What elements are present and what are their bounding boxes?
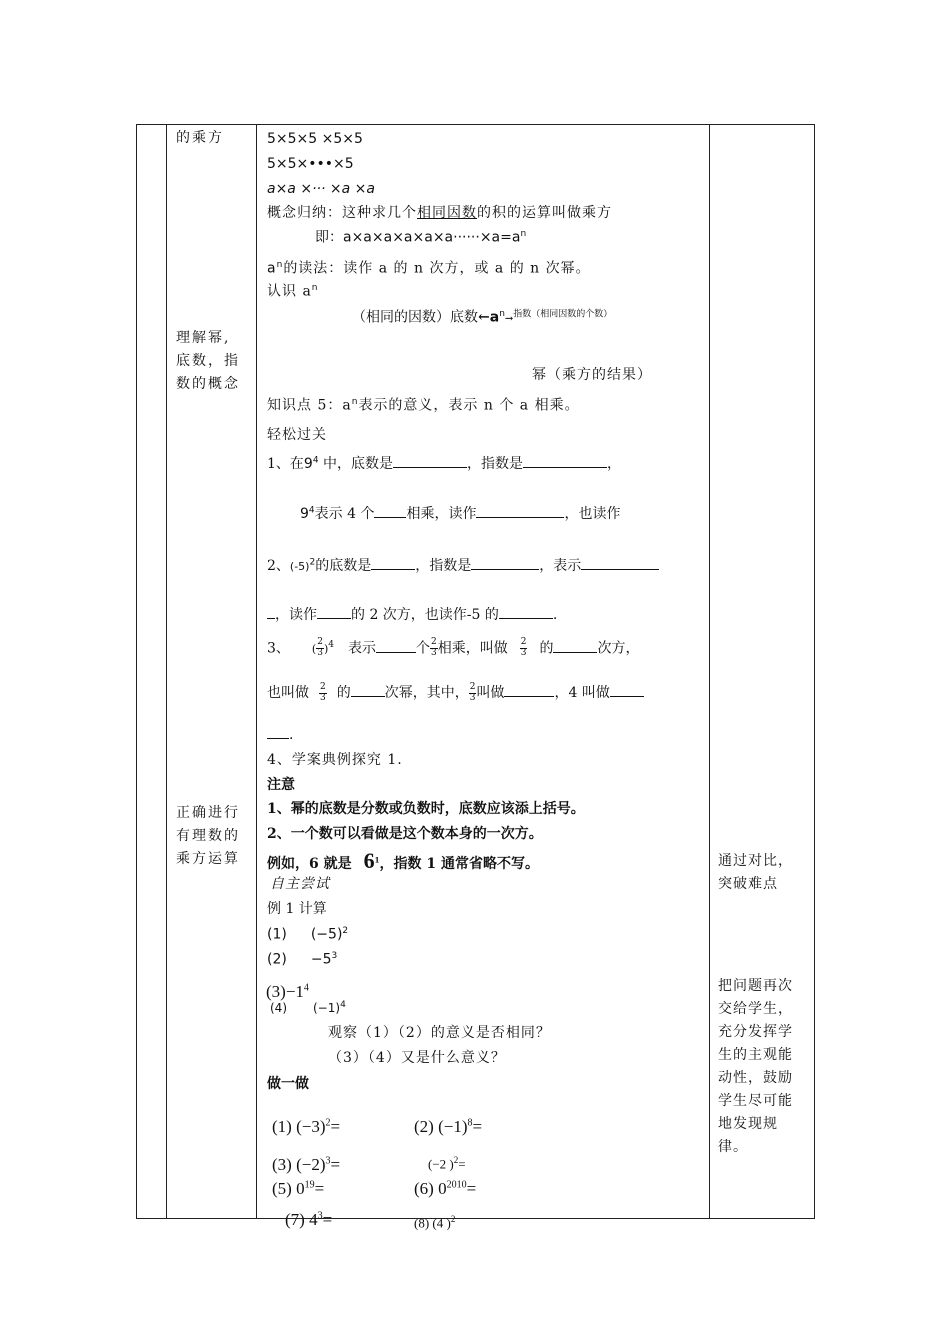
frac-num: 2	[520, 637, 527, 648]
q2-mid2: ，指数是	[415, 558, 472, 574]
concept-suffix: 的积的运算叫做乘方	[477, 205, 612, 221]
left-row3-line: 正确进行	[176, 805, 240, 821]
frac-den: 3	[317, 648, 323, 659]
fraction-two-thirds	[319, 683, 327, 704]
table-border-left	[136, 124, 137, 1219]
right-note-1	[718, 850, 793, 896]
frac-num: 2	[469, 681, 476, 692]
exercise-3	[272, 1156, 340, 1173]
table-border-top	[136, 124, 815, 125]
frac-num: 2	[317, 637, 323, 648]
n-sup: n	[499, 309, 505, 319]
right-note-line: 通过对比，	[718, 853, 793, 869]
ex-label: (4)	[270, 1001, 287, 1015]
fraction-two-thirds	[520, 638, 528, 659]
frac-num: 2	[430, 637, 437, 648]
q2-expr: (-5)	[289, 560, 310, 573]
frac-den: 3	[320, 692, 326, 703]
right-note-2	[718, 975, 793, 1159]
recognize-text: 认识 a	[267, 283, 312, 300]
right-note-line: 学生尽可能	[718, 1093, 793, 1109]
q2-exp: 2	[309, 557, 316, 568]
q3-l2-a: 也叫做	[267, 685, 309, 701]
left-row2-line: 底数，指	[176, 353, 240, 369]
att3-a: 例如，6 就是	[267, 856, 352, 872]
equals: =	[466, 1179, 477, 1198]
exp-one: 1	[374, 855, 380, 865]
equals: =	[330, 1117, 341, 1136]
reading-text: 的读法：读作 a 的 n 次方，或 a 的 n 次幂。	[283, 260, 591, 277]
table-border-bottom	[136, 1218, 815, 1219]
q1-b-end: ，也读作	[564, 506, 621, 522]
right-note-line: 充分发挥学	[718, 1024, 793, 1040]
question-1-line-1	[267, 455, 621, 471]
answer-blank[interactable]	[351, 684, 385, 697]
exercise-expr: (6) 0	[414, 1179, 447, 1198]
right-note-line: 交给学生，	[718, 1001, 793, 1017]
base-label: （相同的因数）底数	[352, 309, 478, 326]
example-item-2	[267, 952, 337, 967]
question-1-line-2	[300, 505, 620, 521]
concept-equation	[315, 230, 526, 245]
equals: =	[330, 1155, 341, 1174]
answer-blank[interactable]	[581, 557, 659, 570]
product-line-3: a×a ×··· ×a ×a	[267, 181, 375, 197]
q1-end: ，	[607, 456, 622, 472]
table-divider-3	[709, 124, 710, 1219]
table-border-right	[814, 124, 815, 1219]
ex-expr: (−5)	[310, 926, 343, 943]
concept-eq: a×a×a×a×a×a······×a=a	[343, 229, 521, 246]
exercise-exp: 3	[317, 1210, 323, 1222]
observe-question-1: 观察（1）（2）的意义是否相同？	[328, 1025, 551, 1041]
self-try-heading: 自主尝试	[270, 876, 330, 892]
q1-base: 9	[300, 506, 309, 522]
answer-blank[interactable]	[371, 557, 415, 570]
power-label: 幂（乘方的结果）	[532, 367, 652, 383]
q3-t2: 个	[415, 640, 430, 657]
concept-underlined: 相同因数	[417, 205, 477, 221]
product-line-2: 5×5×•••×5	[267, 156, 354, 172]
exercise-exp: 2	[450, 1214, 456, 1224]
exercise-exp: 8	[467, 1117, 473, 1129]
concept-summary	[267, 206, 612, 220]
q1-base: 9	[303, 456, 313, 472]
q3-prefix: 3、	[267, 640, 290, 657]
exercise-6	[414, 1180, 476, 1197]
exercise-exp: 2010	[446, 1179, 467, 1191]
ex-exp: 4	[340, 1000, 346, 1010]
exercise-exp: 3	[325, 1155, 331, 1167]
exercise-8	[414, 1215, 455, 1229]
q1-b-mid2: 相乘，读作	[406, 506, 477, 522]
q2-l2-c: .	[552, 607, 558, 623]
question-4: 4、学案典例探究 1.	[267, 752, 403, 768]
exercise-expr: (1) (−3)	[272, 1117, 326, 1136]
answer-blank[interactable]	[374, 505, 406, 518]
exercise-expr: (5) 0	[272, 1179, 305, 1198]
q3-l2-e: ，4 叫做	[554, 685, 610, 701]
n-sup: n	[520, 229, 527, 239]
exercise-expr: (3) (−2)	[272, 1155, 326, 1174]
answer-blank[interactable]	[610, 684, 644, 697]
exponent-label: 指数（相同因数的个数）	[513, 309, 613, 320]
equals: =	[458, 1156, 466, 1172]
n-sup: n	[351, 397, 359, 407]
q2-mid3: ，表示	[539, 558, 582, 574]
exercise-5	[272, 1180, 324, 1197]
answer-blank[interactable]	[504, 684, 554, 697]
question-2-line-2	[267, 606, 557, 622]
q1-exp: 4	[312, 455, 319, 466]
right-note-line: 律。	[718, 1139, 748, 1155]
q3-l2-c: 次幂，其中，	[384, 685, 469, 701]
frac-den: 3	[469, 692, 476, 703]
easy-pass-heading: 轻松过关	[267, 427, 327, 443]
att3-b: ，指数 1 通常省略不写。	[379, 856, 539, 872]
question-2-line-1	[267, 557, 659, 573]
question-3-line-3	[267, 726, 293, 742]
frac-den: 3	[430, 648, 437, 659]
recognize	[267, 284, 319, 299]
q3-l3-end: .	[289, 727, 294, 743]
n-sup: n	[276, 260, 284, 270]
table-divider-2	[256, 124, 257, 1219]
equals: =	[472, 1117, 483, 1136]
q2-l2-a: ，读作	[275, 607, 317, 623]
question-3-line-1: 3、 ( $\frac{2}{3}$ )$^4$ 表示 个 $\frac{2}{3}$ 相乘，叫做 $\frac{2}{3}$ 的 次方，	[267, 637, 640, 659]
attention-heading: 注意	[267, 777, 295, 793]
ex-expr: (3)−1	[266, 982, 304, 1001]
q1-prefix: 1、在	[267, 456, 304, 472]
ex-expr: (−1)	[313, 1001, 341, 1015]
attention-item-2: 2、一个数可以看做是这个数本身的一次方。	[267, 826, 543, 842]
fraction-two-thirds	[430, 638, 438, 659]
answer-blank[interactable]	[476, 505, 564, 518]
left-row2-line: 理解幂,	[176, 330, 231, 346]
q3-t5: 次方，	[597, 640, 640, 657]
exercise-exp: 19	[304, 1179, 315, 1191]
ex-exp: 4	[303, 982, 309, 994]
example-1-heading: 例 1 计算	[267, 901, 327, 917]
q1-mid: 中，底数是	[318, 456, 394, 472]
q2-l2-b: 的 2 次方，也读作-5 的	[351, 607, 499, 623]
q1-exp: 4	[308, 505, 315, 516]
question-3-line-2	[267, 676, 644, 710]
ex-exp: 2	[342, 926, 349, 936]
answer-blank[interactable]	[523, 455, 607, 468]
q3-t3: 相乘，叫做	[437, 640, 508, 657]
exercise-1	[272, 1118, 340, 1135]
right-note-line: 把问题再次	[718, 978, 793, 994]
a-letter: a	[489, 309, 500, 326]
frac-den: 3	[520, 648, 527, 659]
exercise-expr: (7) 4	[285, 1210, 318, 1229]
left-row3	[176, 802, 240, 871]
left-row3-line: 乘方运算	[176, 851, 240, 867]
ex-label: (2)	[267, 951, 287, 968]
equals: =	[322, 1210, 333, 1229]
attention-item-1: 1、幂的底数是分数或负数时，底数应该添上括号。	[267, 801, 585, 817]
ex-expr: −5	[310, 951, 332, 968]
knowledge-prefix: 知识点 5：a	[267, 397, 352, 414]
right-note-line: 突破难点	[718, 876, 778, 892]
q3-exp: 4	[328, 640, 334, 650]
q3-t1: 表示	[347, 640, 376, 657]
frac-num: 2	[320, 681, 326, 692]
exercise-expr: (−2 )	[428, 1156, 454, 1172]
observe-question-2: （3）（4）又是什么意义？	[328, 1050, 506, 1066]
arrow-right-icon: →	[504, 313, 514, 325]
answer-blank[interactable]	[393, 455, 467, 468]
n-sup: n	[311, 283, 319, 293]
q3-l2-d: 叫做	[476, 685, 505, 701]
knowledge-suffix: 表示的意义，表示 n 个 a 相乘。	[358, 397, 580, 414]
fraction-two-thirds	[316, 638, 324, 659]
six-digit: 6	[363, 848, 375, 873]
answer-blank[interactable]	[317, 606, 351, 619]
concept-eq-prefix: 即：	[315, 229, 343, 246]
do-it-heading: 做一做	[267, 1076, 309, 1092]
exercise-2	[414, 1118, 482, 1135]
answer-blank[interactable]	[376, 640, 416, 653]
exercise-expr: (8) (4 )	[414, 1215, 451, 1231]
reading-method	[267, 261, 591, 276]
exercise-4	[428, 1156, 466, 1170]
knowledge-point	[267, 398, 580, 413]
attention-item-3	[267, 850, 539, 872]
ex-label: (1)	[267, 926, 287, 943]
q1-b-mid: 表示 4 个	[314, 506, 375, 522]
answer-blank[interactable]	[553, 640, 597, 653]
product-line-1: 5×5×5 ×5×5	[267, 131, 363, 147]
table-divider-1	[166, 124, 167, 1219]
example-item-3	[266, 983, 309, 1000]
left-row1-text: 的乘方	[176, 130, 224, 146]
left-row1	[176, 127, 224, 150]
example-item-4	[270, 1001, 346, 1014]
answer-blank[interactable]	[499, 606, 553, 619]
q3-t4: 的	[539, 640, 554, 657]
q3-l2-b: 的	[336, 685, 351, 701]
q2-mid: 的底数是	[315, 558, 372, 574]
equals: =	[314, 1179, 325, 1198]
arrow-left-icon: ←	[478, 309, 490, 326]
reading-a: a	[267, 260, 277, 277]
right-note-line: 动性，鼓励	[718, 1070, 793, 1086]
answer-blank[interactable]	[267, 726, 289, 739]
exercise-exp: 2	[325, 1117, 331, 1129]
right-note-line: 地发现规	[718, 1116, 778, 1132]
left-row2-line: 数的概念	[176, 376, 240, 392]
left-row2	[176, 327, 240, 396]
left-row3-line: 有理数的	[176, 828, 240, 844]
exercise-7	[285, 1211, 332, 1228]
q1-mid2: ，指数是	[467, 456, 524, 472]
power-diagram	[352, 310, 612, 325]
right-note-line: 生的主观能	[718, 1047, 793, 1063]
concept-prefix: 概念归纳：这种求几个	[267, 205, 417, 221]
answer-blank[interactable]	[471, 557, 539, 570]
exercise-exp: 2	[453, 1155, 459, 1165]
q2-prefix: 2、	[267, 558, 290, 574]
exercise-expr: (2) (−1)	[414, 1117, 468, 1136]
example-item-1	[267, 927, 348, 942]
answer-blank[interactable]	[267, 606, 275, 619]
ex-exp: 3	[331, 951, 338, 961]
